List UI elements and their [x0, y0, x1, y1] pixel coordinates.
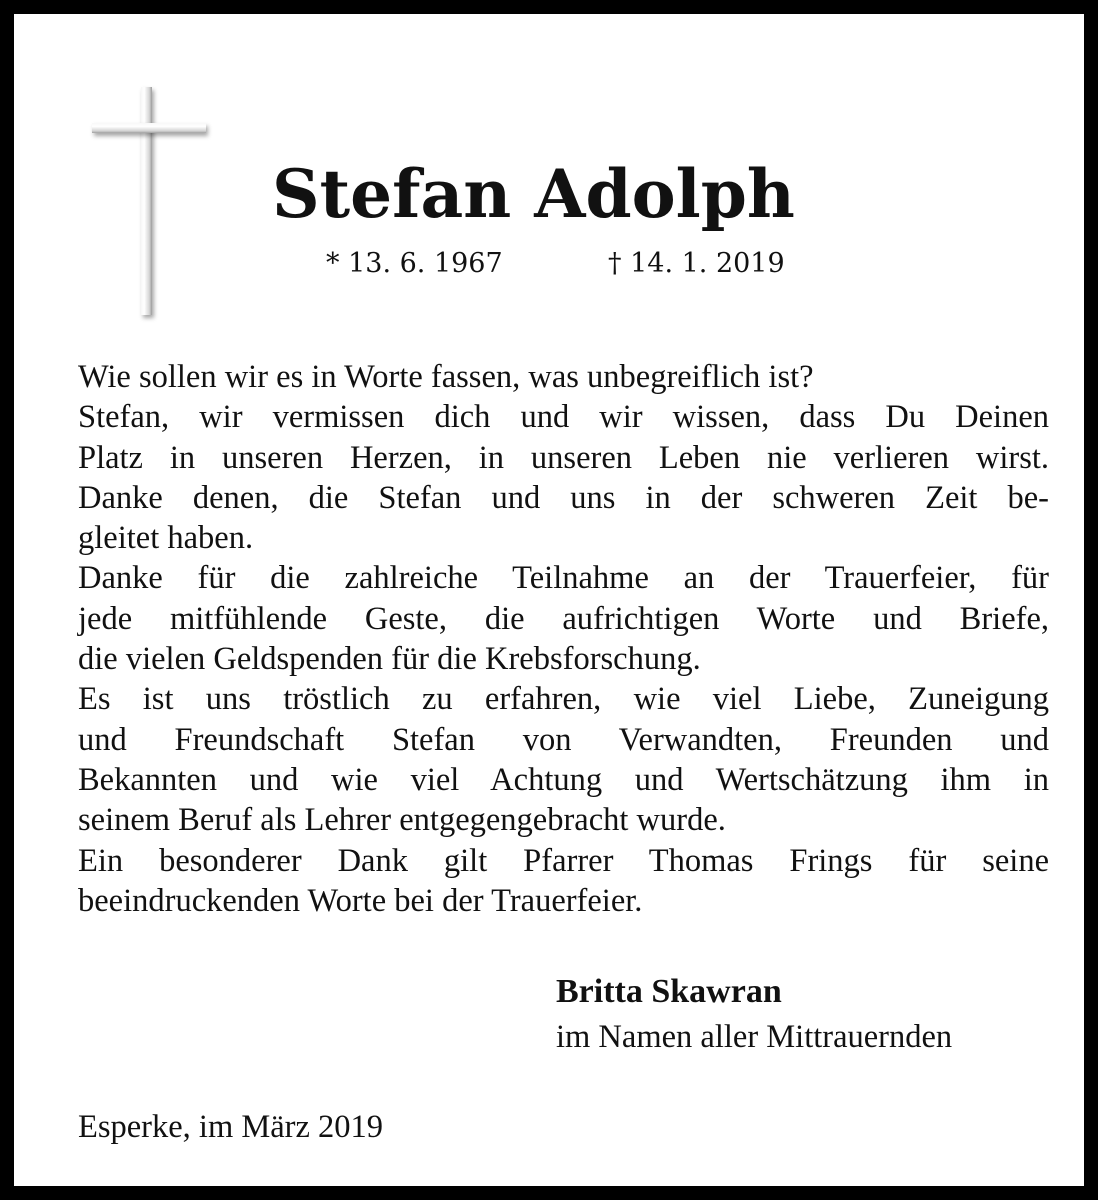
- text-line: Bekannten und wie viel Achtung und Wertschätzung ihm in: [78, 761, 1049, 798]
- text-line: und Freundschaft Stefan von Verwandten, Freunden und: [78, 721, 1049, 758]
- place-and-date: Esperke, im März 2019: [78, 1109, 384, 1145]
- text-line: jede mitfühlende Geste, die aufrichtigen Worte und Briefe,: [78, 600, 1049, 637]
- text-line: Wie sollen wir es in Worte fassen, was unbegreiflich ist?: [78, 359, 814, 395]
- deceased-name: Stefan Adolph: [272, 155, 795, 233]
- cross-icon: [92, 87, 206, 315]
- text-line: die vielen Geldspenden für die Krebsforschung.: [78, 641, 701, 678]
- text-line: Danke für die zahlreiche Teilnahme an der Trauerfeier, für: [78, 560, 1049, 597]
- signer-name: Britta Skawran: [556, 973, 782, 1010]
- text-line: Es ist uns tröstlich zu erfahren, wie viel Liebe, Zuneigung: [78, 681, 1049, 718]
- cross-horizontal-bar: [92, 123, 206, 133]
- birth-date: * 13. 6. 1967: [326, 248, 503, 279]
- cross-vertical-bar: [141, 87, 152, 315]
- text-line: Ein besonderer Dank gilt Pfarrer Thomas Frings für seine: [78, 842, 1049, 879]
- text-line: seinem Beruf als Lehrer entgegengebracht wurde.: [78, 802, 726, 839]
- acknowledgement-text: [78, 357, 1049, 921]
- text-line: beeindruckenden Worte bei der Trauerfeier.: [78, 882, 643, 919]
- text-line: Platz in unseren Herzen, in unseren Leben nie verlieren wirst.: [78, 439, 1049, 476]
- text-line: Stefan, wir vermissen dich und wir wissen, dass Du Deinen: [78, 399, 1049, 436]
- signer-note: im Namen aller Mittrauernden: [556, 1019, 953, 1055]
- text-line: Danke denen, die Stefan und uns in der schweren Zeit be-: [78, 479, 1049, 516]
- death-date: † 14. 1. 2019: [608, 248, 785, 279]
- text-line: gleitet haben.: [78, 520, 254, 557]
